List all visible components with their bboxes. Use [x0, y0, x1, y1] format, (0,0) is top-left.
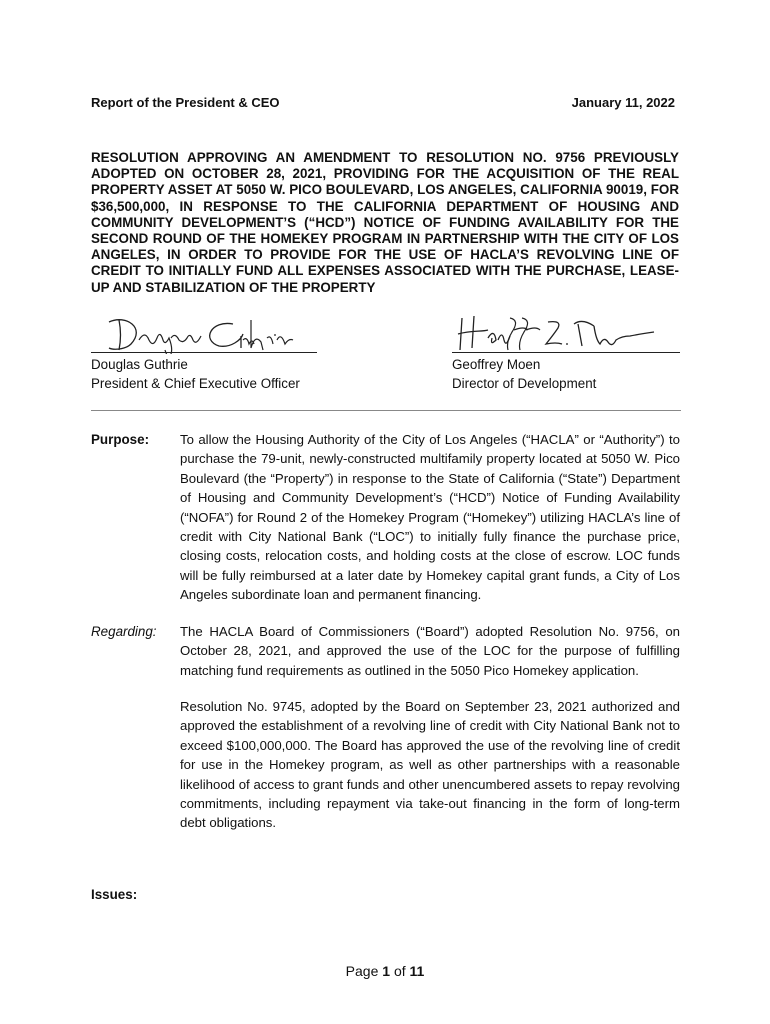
page-total: 11 — [409, 963, 425, 979]
regarding-paragraph-2: Resolution No. 9745, adopted by the Board on September 23, 2021 authorized and approved the establishment of a revolving line of credit with City National Bank not to exceed $100,000,000. The Board has approved the use of the revolving line of credit for use in the Homekey program, as well as other partnerships with a reasonable likelihood of access to grant funds and other unencumbered assets to repay revolving commitments, including repayment via take-out financing in the form of long-term debt obligations. — [180, 699, 680, 831]
page-footer — [0, 963, 770, 979]
signer-name: Geoffrey Moen — [452, 357, 541, 372]
purpose-label: Purpose: — [91, 432, 150, 447]
page-word: Page — [345, 963, 379, 979]
regarding-paragraph-1: The HACLA Board of Commissioners (“Board”) adopted Resolution No. 9756, on October 28, 2021, and approved the use of the LOC for the purpose of fulfilling matching fund requirements as outlined in the 5050 Pico Homekey application. — [180, 624, 680, 678]
regarding-label: Regarding: — [91, 624, 157, 639]
of-word: of — [393, 963, 406, 979]
signature-line-right — [452, 352, 680, 353]
signer-block-left — [91, 355, 300, 393]
report-date: January 11, 2022 — [571, 95, 675, 110]
report-header-label: Report of the President & CEO — [91, 95, 280, 110]
issues-label: Issues: — [91, 887, 138, 902]
signer-name: Douglas Guthrie — [91, 357, 188, 372]
signature-line-left — [91, 352, 317, 353]
purpose-text: To allow the Housing Authority of the City of Los Angeles (“HACLA” or “Authority”) to purchase the 79-unit, newly-constructed multifamily property located at 5050 W. Pico Boulevard (the “Property”) in response to the State of California (“State”) Department of Housing and Community Development’s (“HCD”) Notice of Funding Availability (“NOFA”) for Round 2 of the Homekey Program (“Homekey”) utilizing HACLA’s line of credit with City National Bank (“LOC”) to initially fully finance the purchase price, closing costs, relocation costs, and holding costs at the close of escrow. LOC funds will be fully reimbursed at a later date by Homekey capital grant funds, a City of Los Angeles subordinate loan and permanent financing. — [180, 432, 680, 603]
signature-geoffrey-moen — [452, 310, 680, 354]
signer-block-right — [452, 355, 596, 393]
resolution-title-text: RESOLUTION APPROVING AN AMENDMENT TO RESOLUTION NO. 9756 PREVIOUSLY ADOPTED ON OCTOBER 28, 2021, PROVIDING FOR THE ACQUISITION OF THE REAL PROPERTY ASSET AT 5050 W. PICO BOULEVARD, LOS ANGELES, CALIFORNIA 90019, FOR $36,500,000, IN RESPONSE TO THE CALIFORNIA DEPARTMENT OF HOUSING AND COMMUNITY DEVELOPMENT’S (“HCD”) NOTICE OF FUNDING AVAILABILITY FOR THE SECOND ROUND OF THE HOMEKEY PROGRAM IN PARTNERSHIP WITH THE CITY OF LOS ANGELES, IN ORDER TO PROVIDE FOR THE USE OF HACLA’S REVOLVING LINE OF CREDIT TO INITIALLY FUND ALL EXPENSES ASSOCIATED WITH THE PURCHASE, LEASE-UP AND STABILIZATION OF THE PROPERTY — [91, 150, 679, 295]
signer-title: Director of Development — [452, 376, 597, 391]
resolution-title — [91, 150, 679, 296]
signature-douglas-guthrie — [91, 310, 317, 354]
section-divider — [91, 410, 681, 411]
signer-title: President & Chief Executive Officer — [91, 376, 300, 391]
page-current: 1 — [382, 963, 391, 979]
